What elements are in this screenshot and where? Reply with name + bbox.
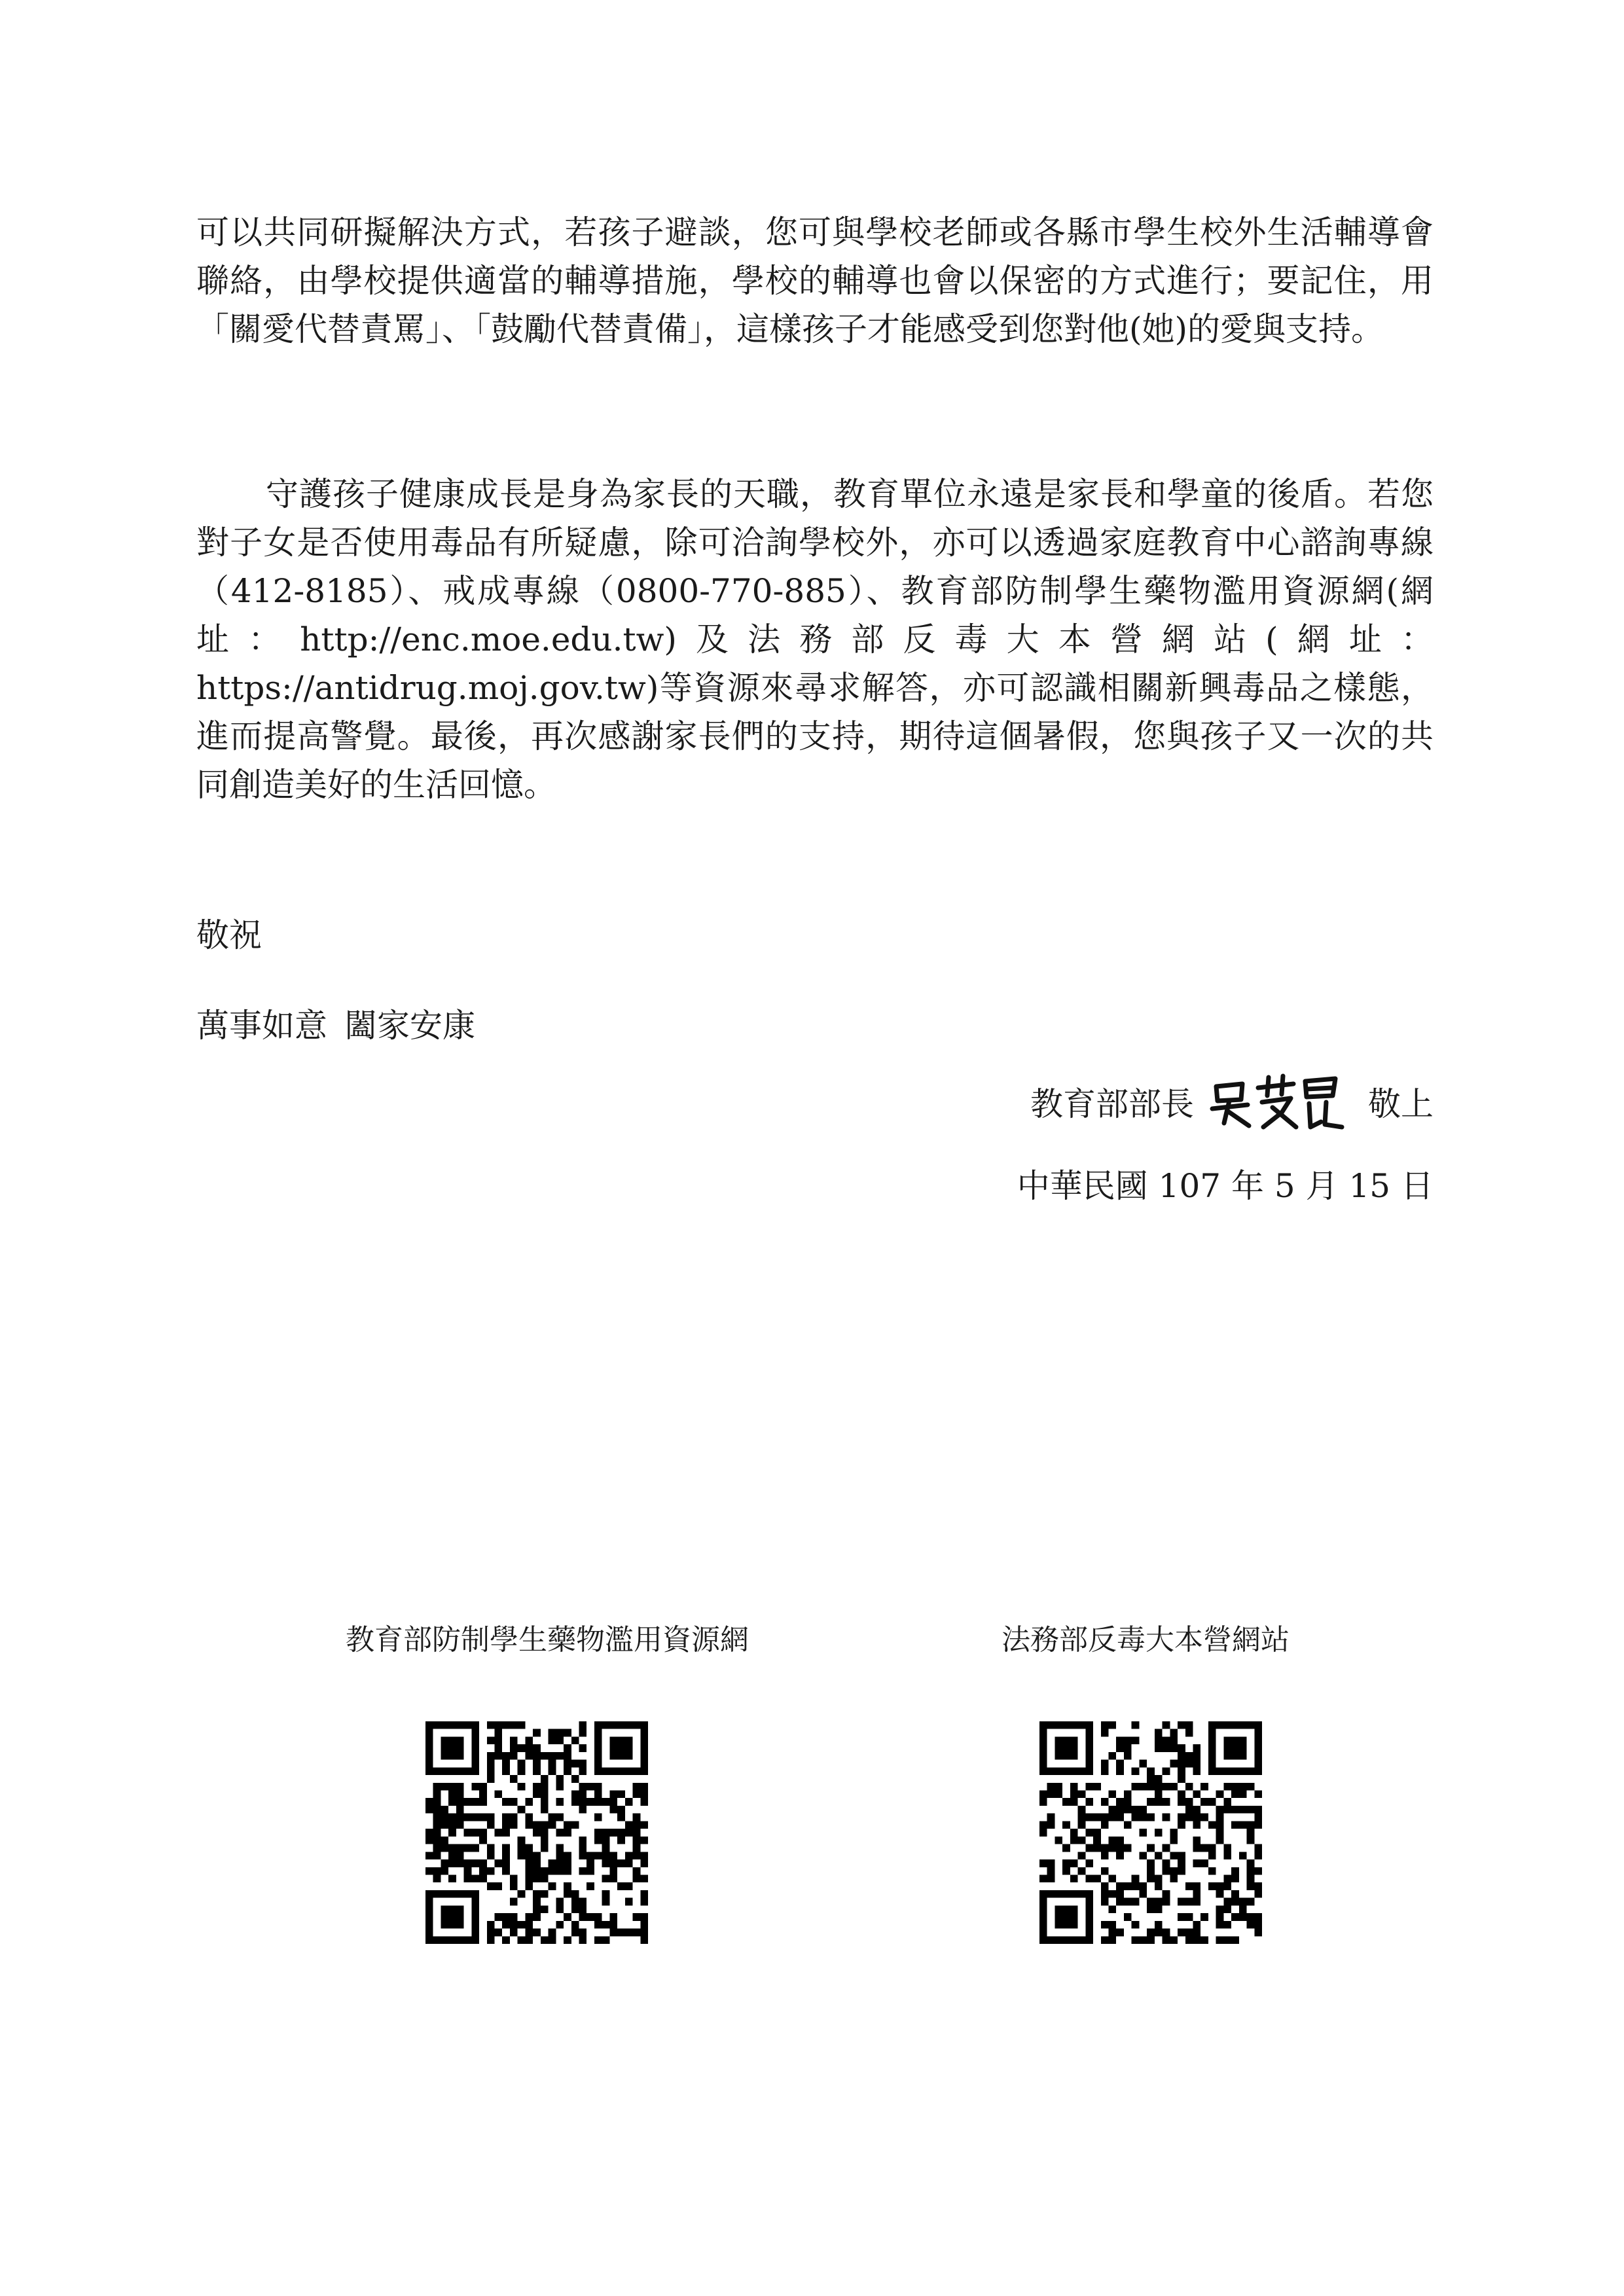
closing-salutation: 敬祝: [196, 916, 262, 954]
closing-wishes: [196, 1001, 475, 1050]
sender-signoff: [1030, 1066, 1434, 1138]
qr-code-icon[interactable]: [1039, 1721, 1262, 1944]
qr-code-icon[interactable]: [425, 1721, 648, 1944]
letter-paragraph-1: 可以共同研擬解決方式，若孩子避談，您可與學校老師或各縣市學生校外生活輔導會聯絡，由學校提供適當的輔導措施，學校的輔導也會以保密的方式進行；要記住，用「關愛代替責罵」、「鼓勵代替責備」，這樣孩子才能感受到您對他(她)的愛與支持。: [196, 213, 1434, 348]
qr-caption-moj: 法務部反毒大本營網站: [1001, 1623, 1290, 1657]
sign-suffix: 敬上: [1368, 1085, 1434, 1123]
letter-date: 中華民國 107 年 5 月 15 日: [1017, 1167, 1434, 1205]
qr-caption-moe: 教育部防制學生藥物濫用資源網: [346, 1623, 749, 1657]
handwritten-signature: [1208, 1072, 1346, 1131]
sender-title: 教育部部長: [1030, 1085, 1194, 1123]
wish-text-2: 闔家安康: [344, 1007, 475, 1045]
wish-text-1: 萬事如意: [196, 1007, 327, 1045]
letter-paragraph-2: 守護孩子健康成長是身為家長的天職，教育單位永遠是家長和學童的後盾。若您對子女是否使用毒品有所疑慮，除可洽詢學校外，亦可以透過家庭教育中心諮詢專線（412-8185）、戒成專線（0800-770-885）、教育部防制學生藥物濫用資源網(網址：http://enc.moe.edu.tw)及法務部反毒大本營網站(網址：https://antidrug.moj.gov.tw)等資源來尋求解答，亦可認識相關新興毒品之樣態，進而提高警覺。最後，再次感謝家長們的支持，期待這個暑假，您與孩子又一次的共同創造美好的生活回憶。: [196, 475, 1434, 804]
